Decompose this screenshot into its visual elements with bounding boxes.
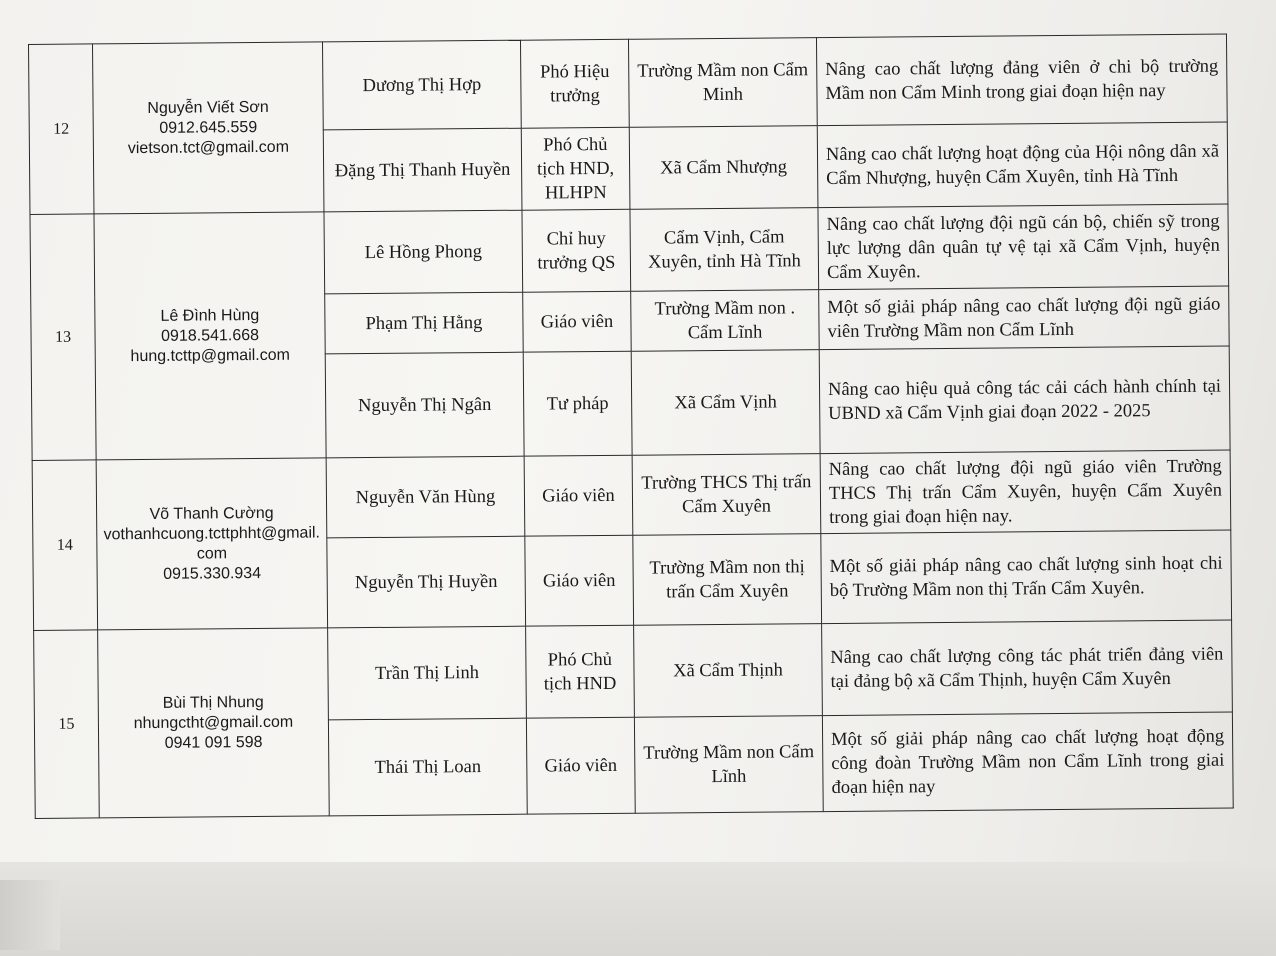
position: Phó Hiệu trưởng [520,39,629,128]
mentor-cell [94,212,326,460]
work-unit: Trường THCS Thị trấn Cẩm Xuyên [632,454,821,536]
page-corner [0,880,60,950]
position: Giáo viên [523,291,632,352]
mentor-phone: 0941 091 598 [164,733,263,752]
topic: Một số giải pháp nâng cao chất lượng sinh hoạt chi bộ Trường Mầm non thị Trấn Cẩm Xuyên. [821,530,1232,624]
table-row [30,204,1229,296]
work-unit: Trường Mầm non . Cẩm Lĩnh [631,290,820,352]
mentor-email: nhungctht@gmail.com [133,713,294,732]
topic: Nâng cao chất lượng đội ngũ cán bộ, chiến sỹ trong lực lượng dân quân tự vệ tại xã Cẩm Vịnh, huyện Cẩm Xuyên. [818,204,1229,290]
person-name: Dương Thị Hợp [322,40,521,130]
person-name: Thái Thị Loan [328,718,527,816]
mentor-email: vietson.tct@gmail.com [127,138,290,157]
mentor-cell [96,458,327,630]
table-row [29,34,1228,132]
person-name: Đặng Thị Thanh Huyền [323,128,522,212]
mentor-cell [93,42,324,214]
work-unit: Trường Mầm non Cẩm Lĩnh [634,716,823,814]
mentor-email: vothanhcuong.tcttphht@gmail.com [103,523,321,563]
topic: Nâng cao chất lượng đảng viên ở chi bộ trường Mầm non Cẩm Minh trong giai đoạn hiện nay [816,34,1227,126]
position: Giáo viên [525,535,634,626]
topic: Nâng cao hiệu quả công tác cải cách hành chính tại UBND xã Cẩm Vịnh giai đoạn 2022 - 2025 [819,346,1230,454]
work-unit: Xã Cẩm Thịnh [634,624,823,718]
person-name: Nguyễn Thị Ngân [325,352,524,458]
row-number: 12 [29,44,94,215]
position: Phó Chủ tịch HND [526,625,635,718]
position: Chỉ huy trưởng QS [522,209,631,292]
table-row [34,620,1233,722]
topic: Nâng cao chất lượng công tác phát triển đảng viên tại đảng bộ xã Cẩm Thịnh, huyện Cẩm Xuyên [822,620,1233,716]
position: Giáo viên [526,717,635,814]
topic: Một số giải pháp nâng cao chất lượng đội ngũ giáo viên Trường Mầm non Cẩm Lĩnh [819,286,1230,350]
mentor-name: Võ Thanh Cường [149,504,274,523]
position: Giáo viên [524,455,633,536]
person-name: Nguyễn Văn Hùng [326,456,525,538]
table-row [32,450,1231,540]
page-bottom-shadow [0,862,1276,956]
assignment-table [28,34,1234,819]
mentor-phone: 0918.541.668 [161,326,260,345]
topic: Một số giải pháp nâng cao chất lượng hoạt động công đoàn Trường Mầm non Cẩm Lĩnh trong giai đoạn hiện nay [822,712,1233,812]
topic: Nâng cao chất lượng đội ngũ giáo viên Trường THCS Thị trấn Cẩm Xuyên, huyện Cẩm Xuyên trong giai đoạn hiện nay. [820,450,1231,534]
row-number: 14 [32,460,97,631]
mentor-name: Lê Đình Hùng [160,306,260,325]
person-name: Nguyễn Thị Huyền [327,536,526,628]
mentor-phone: 0915.330.934 [163,564,262,583]
person-name: Phạm Thị Hằng [325,292,524,354]
work-unit: Trường Mầm non Cẩm Minh [628,38,817,128]
row-number: 15 [34,630,100,819]
mentor-name: Bùi Thị Nhung [162,693,264,712]
work-unit: Xã Cẩm Vịnh [631,350,820,456]
person-name: Lê Hồng Phong [324,210,523,294]
person-name: Trần Thị Linh [328,626,527,720]
mentor-cell [98,628,330,818]
mentor-name: Nguyễn Viết Sơn [147,98,269,117]
mentor-phone: 0912.645.559 [159,118,258,137]
work-unit: Trường Mầm non thị trấn Cẩm Xuyên [633,534,822,626]
work-unit: Cẩm Vịnh, Cẩm Xuyên, tỉnh Hà Tĩnh [630,208,819,292]
topic: Nâng cao chất lượng hoạt động của Hội nông dân xã Cẩm Nhượng, huyện Cẩm Xuyên, tỉnh Hà Tĩnh [817,122,1228,208]
work-unit: Xã Cẩm Nhượng [629,126,818,210]
position: Phó Chủ tịch HND, HLHPN [521,127,630,210]
row-number: 13 [30,214,96,461]
mentor-email: hung.tcttp@gmail.com [130,346,290,365]
position: Tư pháp [523,351,632,456]
